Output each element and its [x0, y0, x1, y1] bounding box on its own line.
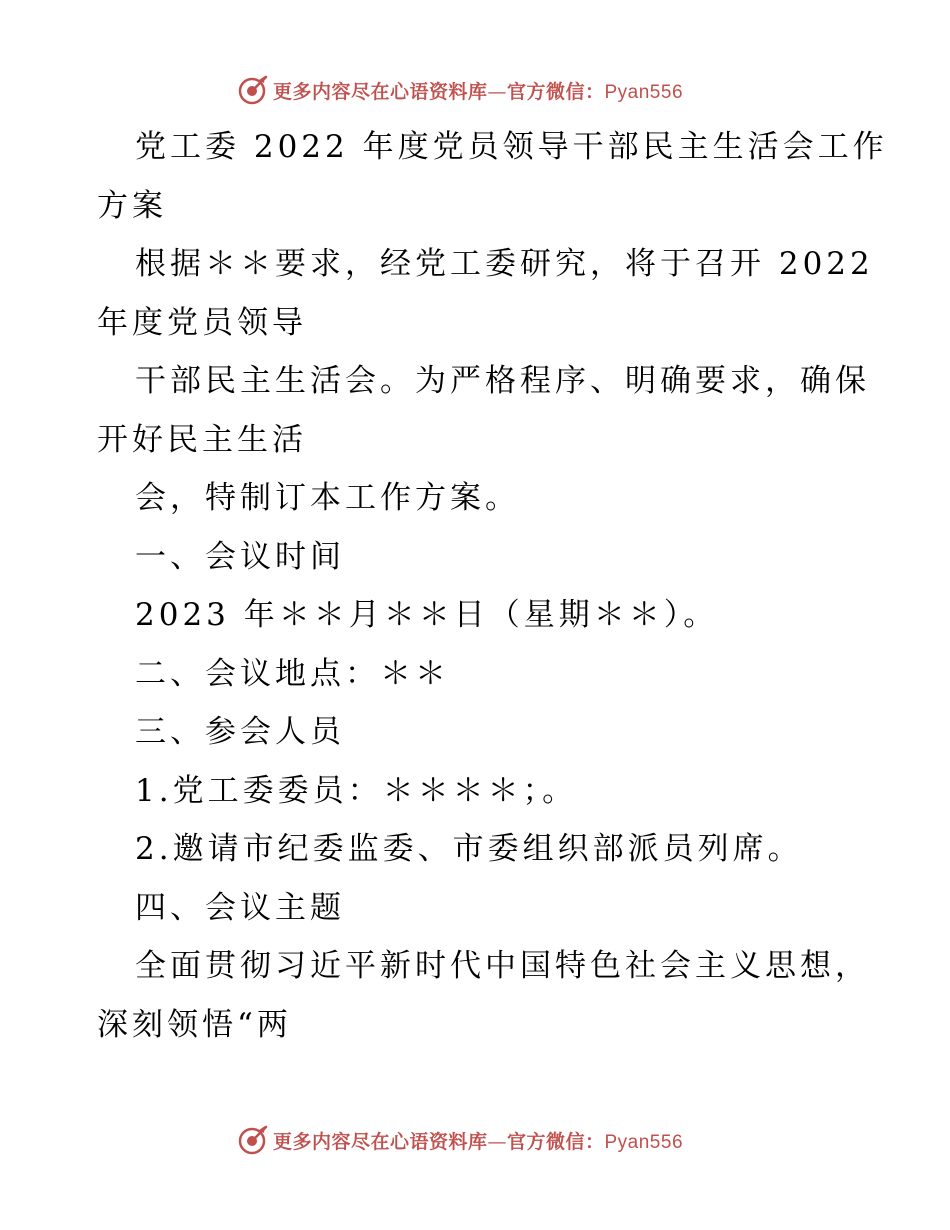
quill-logo-icon [237, 1124, 269, 1156]
watermark-text: 更多内容尽在心语资料库—官方微信：Pyan556 [272, 80, 684, 103]
doc-line: 1.党工委委员：＊＊＊＊；。 [135, 772, 578, 809]
header-watermark [0, 70, 950, 110]
doc-line: 根据＊＊要求，经党工委研究，将于召开 2022 [135, 246, 874, 282]
doc-line: 会，特制订本工作方案。 [135, 480, 520, 516]
doc-line: 干部民主生活会。为严格程序、明确要求，确保 [135, 363, 870, 399]
quill-logo-icon [237, 74, 269, 106]
doc-line: 党工委 2022 年度党员领导干部民主生活会工作 [135, 129, 888, 165]
doc-line: 2023 年＊＊月＊＊日（星期＊＊）。 [135, 597, 719, 633]
section-heading: 三、参会人员 [135, 714, 345, 750]
footer-watermark [0, 1120, 950, 1160]
section-heading: 四、会议主题 [135, 889, 345, 926]
doc-line: 方案 [97, 187, 167, 224]
document-body [97, 118, 888, 1054]
doc-line: 开好民主生活 [97, 421, 307, 458]
doc-line: 2.邀请市纪委监委、市委组织部派员列席。 [135, 831, 803, 867]
watermark-text: 更多内容尽在心语资料库—官方微信：Pyan556 [272, 1130, 684, 1153]
doc-line: 年度党员领导 [97, 304, 307, 341]
section-heading: 二、会议地点：＊＊ [135, 655, 450, 692]
doc-line: 全面贯彻习近平新时代中国特色社会主义思想， [135, 948, 870, 984]
section-heading: 一、会议时间 [135, 538, 345, 575]
doc-line: 深刻领悟“两 [97, 1006, 292, 1043]
